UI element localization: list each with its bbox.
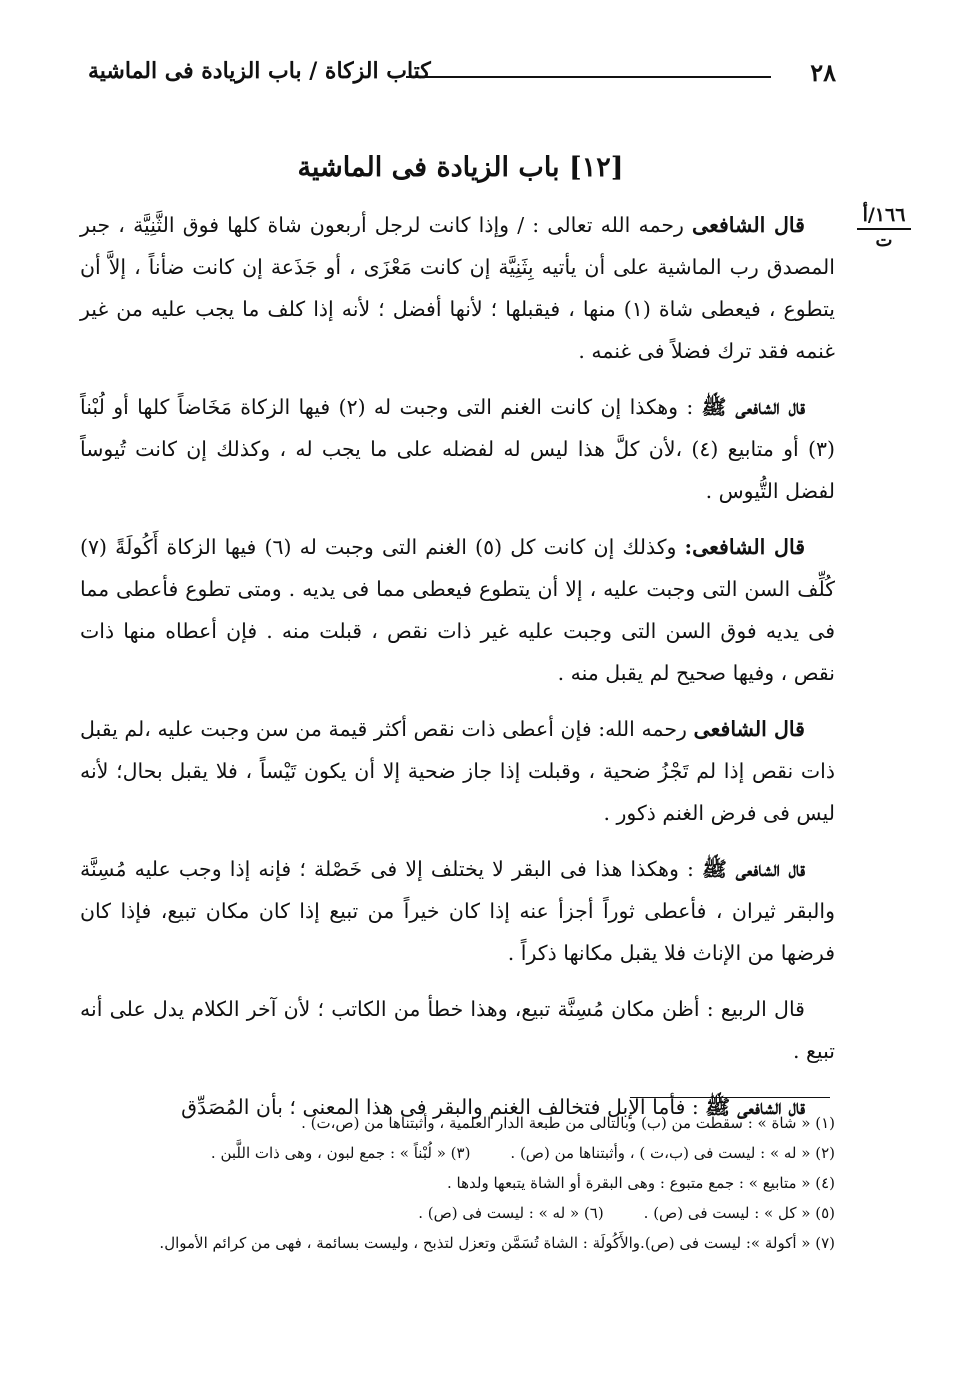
footnote: (٦) « له » : ليست فى (ص) .	[418, 1204, 604, 1222]
paragraph-text: رحمه الله تعالى : / وإذا كانت لرجل أربعون شاة كلها فوق الثَّنِيَّة ، جبر المصدق رب الماشية على أن يأتيه بِثَنِيَّة إن كانت مَعْزَى ، أو جَذَعة إن كانت ضأناً ، إلاَّ أن يتطوع ، فيعطى شاة (١) منها ، فيقبلها ؛ لأنها أفضل ؛ لأنه إذا كلف ما يجب عليه من غير غنمه فقد ترك فضلاً فى غنمه .	[80, 213, 836, 363]
margin-reference	[857, 204, 911, 251]
footnote: (٣) « لُبْناً » : جمع لبون ، وهى ذات اللَّبن .	[210, 1144, 471, 1162]
footnote: (٧) « أكولة »: ليست فى (ص).والأَكُولَة : الشاة تُسَمَّن وتعزل لتذبح ، وليست بسائمة ، فهى من كرائم الأموال.	[159, 1234, 835, 1252]
footnotes	[80, 1108, 835, 1258]
paragraph	[80, 848, 835, 974]
paragraph-text: قال الربيع : أظن مكان مُسِنَّة تبيع، وهذا خطأ من الكاتب ؛ لأن آخر الكلام يدل على أنه تبيع .	[80, 997, 835, 1063]
paragraph	[80, 386, 835, 512]
speaker-label: قال الشافعى ﷺ	[701, 395, 805, 419]
paragraph-text: : فأما الإبل فتخالف الغنم والبقر فى هذا المعنى ؛ بأن المُصَدِّق	[181, 1095, 706, 1119]
speaker-label: قال الشافعى	[692, 213, 805, 237]
main-text	[80, 204, 835, 1142]
paragraph-text: رحمه الله: فإن أعطى ذات نقص أكثر قيمة من سن وجبت عليه ،لم يقبل ذات نقص إذا لم تَجْزُ ضحية ، وقبلت إذا جاز ضحية إلا أن يكون تَيْساً ، فلا يقبل بحال؛ لأنه ليس فى فرض الغنم ذكور .	[80, 717, 835, 825]
header-rule	[406, 76, 771, 78]
paragraph	[80, 204, 835, 372]
speaker-label: قال الشافعى:	[684, 535, 805, 559]
page-number: ٢٨	[810, 58, 836, 87]
paragraph	[80, 526, 835, 694]
footnote-row	[80, 1138, 835, 1168]
chapter-title: [١٢] باب الزيادة فى الماشية	[297, 152, 624, 183]
page-header	[88, 56, 848, 96]
paragraph-text: : وهكذا إن كانت الغنم التى وجبت له (٢) فيها الزكاة مَخَاضاً كلها أو لُبْناً (٣) أو متابيع (٤) ،لأن كلَّ هذا ليس له لفضله على ما يجب له ، وكذلك إن كانت تُيوساً لفضل التُّيوس .	[80, 395, 836, 503]
paragraph	[80, 988, 835, 1072]
paragraph	[80, 708, 835, 834]
footnote-separator	[630, 1097, 830, 1098]
footnote: (٤) « متابيع » : جمع متبوع : وهى البقرة أو الشاة يتبعها ولدها .	[446, 1174, 835, 1192]
paragraph-text: : وهكذا هذا فى البقر لا يختلف إلا فى خَصْلة ؛ فإنه إذا وجب عليه مُسِنَّة والبقر ثيران ، فأعطى ثوراً أجزأ عنه إذا كان خيراً من تبيع إذا كان مكان تبيع، فإذا كان فرضها من الإناث فلا يقبل مكانها ذكراً .	[80, 857, 835, 965]
speaker-label: قال الشافعى	[693, 717, 805, 741]
footnote: (٢) « له » : ليست فى (ب،ت ) ، وأثبتناها من (ص) .	[510, 1144, 835, 1162]
footnote-row	[80, 1198, 835, 1228]
footnote: (٥) « كل » : ليست فى (ص) .	[643, 1204, 835, 1222]
speaker-label: قال الشافعى ﷺ	[702, 857, 805, 881]
footnote: (١) « شاة » : سقطت من (ب) وبالتالى من طبعة الدار العلمية ، وأثبتناها من (ص،ت) .	[301, 1114, 835, 1132]
margin-manuscript-siglum: ت	[875, 230, 893, 251]
margin-folio-ref: ١٦٦/أ	[857, 204, 911, 230]
paragraph-text: وكذلك إن كانت كل (٥) الغنم التى وجبت له (٦) فيها الزكاة أَكُولَةً (٧) كُلِّف السن التى وجبت عليه ، إلا أن يتطوع فيعطى مما فى يديه . ومتى تطوع فأعطى مما فى يديه فوق السن التى وجبت عليه غير ذات نقص ، قبلت منه . فإن أعطاه منها ذات نقص ، وفيها صحيح لم يقبل منه .	[80, 535, 835, 685]
running-title: كتاب الزكاة / باب الزيادة فى الماشية	[88, 58, 431, 84]
speaker-label: قال الشافعى ﷺ	[705, 1095, 805, 1119]
